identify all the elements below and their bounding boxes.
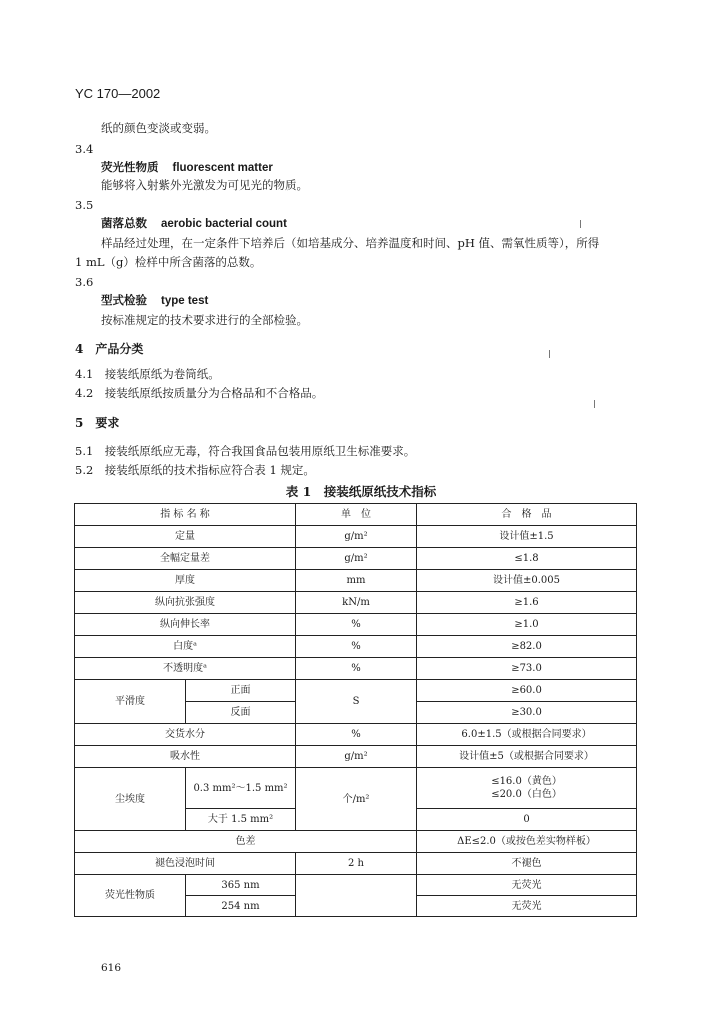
cell-value: ≤1.8	[417, 548, 637, 570]
table-row	[75, 592, 637, 614]
cell-name: 白度ᵃ	[75, 636, 296, 658]
term-en: fluorescent matter	[172, 162, 273, 174]
term-definition: 能够将入射紫外光激发为可见光的物质。	[101, 178, 308, 192]
cell-value: 0	[417, 809, 637, 831]
cell-name: 褪色浸泡时间	[75, 853, 296, 875]
cell-subname: 0.3 mm²～1.5 mm²	[186, 768, 296, 809]
term-cn: 荧光性物质	[101, 160, 159, 174]
cell-unit: g/m²	[296, 526, 417, 548]
cell-subname: 365 nm	[186, 875, 296, 896]
cell-value: ≥1.0	[417, 614, 637, 636]
cell-name: 尘埃度	[75, 768, 186, 831]
cell-name: 全幅定量差	[75, 548, 296, 570]
cell-value: ≥1.6	[417, 592, 637, 614]
cell-value: ≥73.0	[417, 658, 637, 680]
table-row	[75, 570, 637, 592]
table-row	[75, 680, 637, 702]
cell-unit: 2 h	[296, 853, 417, 875]
cell-value: 6.0±1.5（或根据合同要求）	[417, 724, 637, 746]
cell-subname: 正面	[186, 680, 296, 702]
cell-value: ≥82.0	[417, 636, 637, 658]
term-en: aerobic bacterial count	[161, 218, 287, 230]
cell-value: 设计值±0.005	[417, 570, 637, 592]
term-heading	[101, 292, 208, 308]
table-row	[75, 768, 637, 809]
header-name: 指 标 名 称	[75, 504, 296, 526]
table-header-row	[75, 504, 637, 526]
term-heading	[101, 159, 273, 175]
term-en: type test	[161, 295, 209, 307]
cell-value-line: ≤16.0（黄色）	[491, 776, 562, 787]
table-row	[75, 875, 637, 896]
term-cn: 型式检验	[101, 293, 147, 307]
clause-number: 3.6	[75, 275, 94, 289]
cell-value: 设计值±1.5	[417, 526, 637, 548]
cell-value: 设计值±5（或根据合同要求）	[417, 746, 637, 768]
cell-subname: 反面	[186, 702, 296, 724]
cell-name: 定量	[75, 526, 296, 548]
clause-text: 4.1 接装纸原纸为卷筒纸。	[75, 367, 220, 381]
standard-code: YC 170—2002	[75, 86, 161, 101]
scan-mark	[594, 400, 595, 408]
table-row	[75, 636, 637, 658]
continuation-text: 纸的颜色变淡或变弱。	[101, 121, 216, 135]
clause-number: 3.5	[75, 198, 94, 212]
clause-text: 5.1 接装纸原纸应无毒，符合我国食品包装用原纸卫生标准要求。	[75, 444, 416, 458]
cell-name: 纵向伸长率	[75, 614, 296, 636]
table-row	[75, 548, 637, 570]
table-row	[75, 526, 637, 548]
cell-unit: %	[296, 636, 417, 658]
cell-unit	[296, 875, 417, 917]
page-number: 616	[101, 962, 122, 974]
cell-unit: %	[296, 658, 417, 680]
table-row	[75, 746, 637, 768]
section-heading: 5 要求	[75, 416, 120, 430]
cell-value: 无荧光	[417, 896, 637, 917]
cell-name: 不透明度ᵃ	[75, 658, 296, 680]
cell-name: 色差	[75, 831, 417, 853]
table-row	[75, 853, 637, 875]
cell-name: 荧光性物质	[75, 875, 186, 917]
clause-number: 3.4	[75, 142, 94, 156]
term-definition: 样品经过处理，在一定条件下培养后（如培基成分、培养温度和时间、pH 值、需氧性质等），所得	[101, 236, 600, 250]
clause-text: 5.2 接装纸原纸的技术指标应符合表 1 规定。	[75, 463, 315, 477]
cell-value	[417, 768, 637, 809]
term-heading	[101, 215, 287, 231]
scan-mark	[580, 220, 581, 228]
table-row	[75, 831, 637, 853]
header-unit: 单 位	[296, 504, 417, 526]
clause-text: 4.2 接装纸原纸按质量分为合格品和不合格品。	[75, 386, 324, 400]
cell-unit: g/m²	[296, 746, 417, 768]
cell-unit: 个/m²	[296, 768, 417, 831]
cell-value: 不褪色	[417, 853, 637, 875]
section-heading: 4 产品分类	[75, 342, 144, 356]
cell-name: 平滑度	[75, 680, 186, 724]
cell-unit: %	[296, 614, 417, 636]
term-definition: 按标准规定的技术要求进行的全部检验。	[101, 313, 308, 327]
cell-unit: S	[296, 680, 417, 724]
term-definition-cont: 1 mL（g）检样中所含菌落的总数。	[75, 255, 262, 269]
spec-table	[74, 503, 637, 917]
cell-name: 吸水性	[75, 746, 296, 768]
cell-value: ≥30.0	[417, 702, 637, 724]
term-cn: 菌落总数	[101, 216, 147, 230]
table-row	[75, 724, 637, 746]
cell-name: 厚度	[75, 570, 296, 592]
cell-value: ΔE≤2.0（或按色差实物样板）	[417, 831, 637, 853]
cell-value-line: ≤20.0（白色）	[491, 789, 562, 800]
scan-mark	[549, 350, 550, 358]
table-row	[75, 614, 637, 636]
cell-unit: %	[296, 724, 417, 746]
cell-value: ≥60.0	[417, 680, 637, 702]
cell-name: 交货水分	[75, 724, 296, 746]
cell-unit: g/m²	[296, 548, 417, 570]
cell-name: 纵向抗张强度	[75, 592, 296, 614]
cell-unit: kN/m	[296, 592, 417, 614]
header-value: 合 格 品	[417, 504, 637, 526]
cell-subname: 大于 1.5 mm²	[186, 809, 296, 831]
cell-value: 无荧光	[417, 875, 637, 896]
table-row	[75, 658, 637, 680]
cell-subname: 254 nm	[186, 896, 296, 917]
table-caption: 表 1 接装纸原纸技术指标	[285, 484, 437, 499]
cell-unit: mm	[296, 570, 417, 592]
